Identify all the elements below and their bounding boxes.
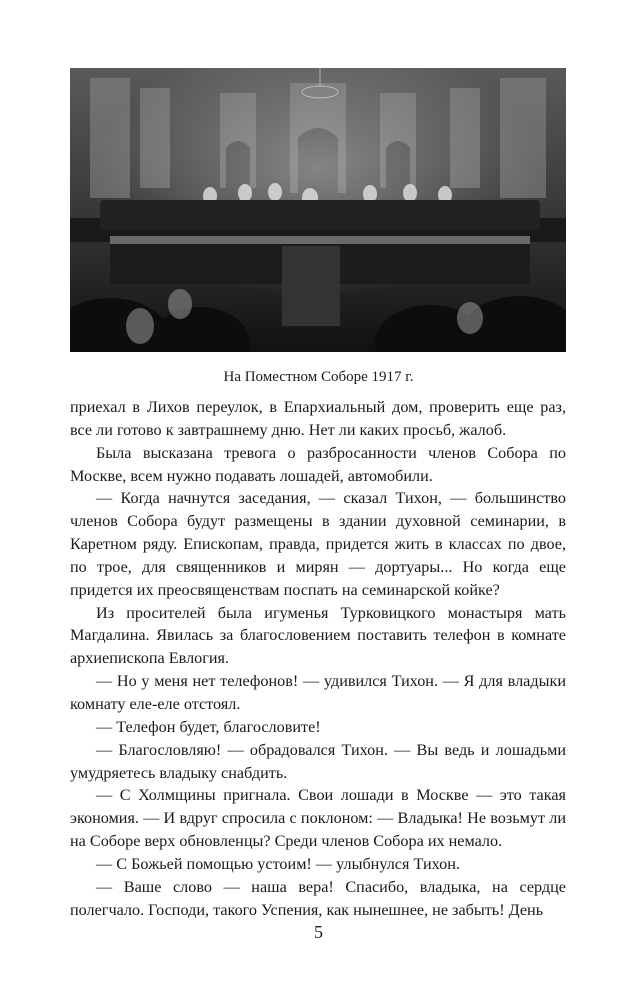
paragraph: Из просителей была игуменья Турковицкого монастыря мать Магдалина. Явилась за благословением поставить телефон в комнате архиепископа Евлогия. (70, 603, 566, 668)
council-photograph (70, 68, 566, 352)
paragraph: — С Холмщины пригнала. Свои лошади в Москве — это такая экономия. — И вдруг спросила с поклоном: — Владыка! Не возьмут ли на Соборе верх обновленцы? Среди членов Собора их немало. (70, 786, 566, 851)
paragraph: приехал в Лихов переулок, в Епархиальный дом, проверить еще раз, все ли готово к завтрашнему дню. Нет ли каких просьб, жалоб. (70, 398, 566, 439)
paragraph: — Когда начнутся заседания, — сказал Тихон, — большинство членов Собора будут размещены в здании духовной семинарии, в Каретном ряду. Епископам, правда, придется жить в классах по двое, по трое, для священников и мирян — дортуары... Но когда еще придется их преосвященствам поспать на семинарской койке? (70, 489, 566, 599)
photo-caption: На Поместном Соборе 1917 г. (223, 369, 414, 385)
body-text (70, 396, 566, 921)
paragraph: — С Божьей помощью устоим! — улыбнулся Тихон. (96, 854, 460, 873)
page-number: 5 (314, 922, 323, 942)
paragraph: — Благословляю! — обрадовался Тихон. — Вы ведь и лошадьми умудряетесь владыку снабдить. (70, 740, 566, 782)
photograph-image (70, 68, 566, 352)
paragraph: — Телефон будет, благословите! (96, 717, 321, 736)
paragraph: — Ваше слово — наша вера! Спасибо, владыка, на сердце полегчало. Господи, такого Успения, как нынешнее, не забыть! День (70, 877, 566, 919)
paragraph: Была высказана тревога о разбросанности членов Собора по Москве, всем нужно подавать лошадей, автомобили. (70, 443, 566, 485)
paragraph: — Но у меня нет телефонов! — удивился Тихон. — Я для владыки комнату еле-еле отстоял. (70, 672, 566, 713)
